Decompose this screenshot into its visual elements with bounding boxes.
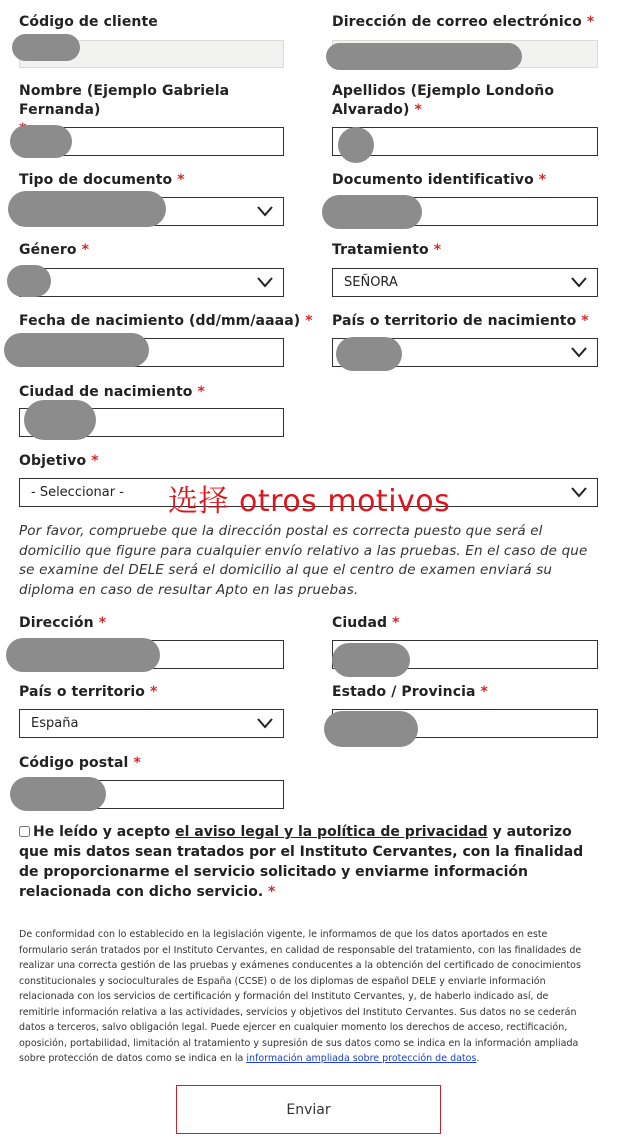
redacted-birth-city (24, 400, 96, 440)
last-name-label: Apellidos (Ejemplo Londoño Alvarado) * (332, 83, 555, 118)
title-select[interactable] (332, 268, 598, 297)
redacted-birth-date (4, 333, 149, 367)
chevron-down-icon (257, 206, 273, 217)
country-select[interactable] (19, 709, 284, 738)
redacted-last-name (338, 127, 374, 163)
birth-country-label: País o territorio de nacimiento * (332, 313, 589, 329)
redacted-email (326, 43, 522, 70)
country-label: País o territorio * (19, 684, 158, 700)
legal-notice: De conformidad con lo establecido en la legislación vigente, le informamos de que los datos aportados en este formulario serán tratados por el Instituto Cervantes, en calidad de responsable del tratamiento, con las finalidades de realizar una correcta gestión de las pruebas y exámenes conducentes a la obtención del certificado de conocimientos constitucionales y socioculturales de España (CCSE) o de los diplomas de español DELE y enviarle información relacionada con los servicios de certificación y formación del Instituto Cervantes, y, de haberlo indicado así, de remitirle información relativa a las actividades, servicios y objetivos del Instituto Cervantes. Sus datos no se cederán datos a terceros, salvo obligación legal. Puede ejercer en cualquier momento los derechos de acceso, rectificación, oposición, portabilidad, limitación al tratamiento y supresión de sus datos como se indica en la información ampliada sobre protección de datos como se indica en la información ampliada sobre protección de datos. (19, 929, 582, 1064)
gender-label: Género * (19, 242, 89, 258)
redacted-address (6, 638, 160, 672)
redacted-birth-country (336, 337, 402, 371)
redacted-state (324, 711, 418, 747)
birth-date-label: Fecha de nacimiento (dd/mm/aaaa) * (19, 313, 313, 329)
redacted-postal-code (10, 777, 106, 811)
redacted-document-type (8, 191, 166, 227)
redacted-gender (7, 265, 51, 297)
redacted-city (332, 643, 410, 677)
title-label: Tratamiento * (332, 242, 442, 258)
chevron-down-icon (257, 277, 273, 288)
gender-select[interactable] (19, 268, 284, 297)
document-type-label: Tipo de documento * (19, 172, 185, 188)
handwritten-annotation: 选择 otros motivos (168, 484, 451, 519)
postal-address-hint: Por favor, compruebe que la dirección postal es correcta puesto que será el domicilio que figure para cualquier envío relativo a las pruebas. En el caso de que se examine del DELE será el domicilio al que el centro de examen enviará su diploma en caso de resultar Apto en las pruebas. (19, 523, 588, 598)
postal-code-label: Código postal * (19, 755, 141, 771)
objective-label: Objetivo * (19, 453, 99, 469)
submit-button[interactable]: Enviar (176, 1085, 441, 1134)
city-label: Ciudad * (332, 615, 400, 631)
chevron-down-icon (257, 718, 273, 729)
redacted-first-name (10, 125, 72, 158)
chevron-down-icon (571, 347, 587, 358)
chevron-down-icon (571, 277, 587, 288)
data-protection-link[interactable]: información ampliada sobre protección de datos (246, 1053, 477, 1064)
customer-code-label: Código de cliente (19, 14, 158, 30)
privacy-consent: He leído y acepto el aviso legal y la política de privacidad y autorizo que mis datos sean tratados por el Instituto Cervantes, con la finalidad de proporcionarme el servicio solicitado y enviarme información relacionada con dicho servicio. * (19, 824, 584, 900)
email-label: Dirección de correo electrónico * (332, 14, 595, 30)
first-name-label: Nombre (Ejemplo Gabriela Fernanda) (19, 83, 230, 118)
privacy-policy-link[interactable]: el aviso legal y la política de privacidad (175, 824, 488, 840)
birth-city-label: Ciudad de nacimiento * (19, 384, 205, 400)
privacy-consent-checkbox[interactable] (19, 826, 30, 837)
chevron-down-icon (571, 487, 587, 498)
state-label: Estado / Provincia * (332, 684, 488, 700)
redacted-document-id (322, 195, 422, 229)
document-id-label: Documento identificativo * (332, 172, 547, 188)
redacted-customer-code (12, 34, 80, 61)
country-select-value: España (31, 716, 79, 731)
address-label: Dirección * (19, 615, 107, 631)
title-select-value: SEÑORA (344, 275, 398, 290)
objective-select-value: - Seleccionar - (31, 485, 124, 500)
